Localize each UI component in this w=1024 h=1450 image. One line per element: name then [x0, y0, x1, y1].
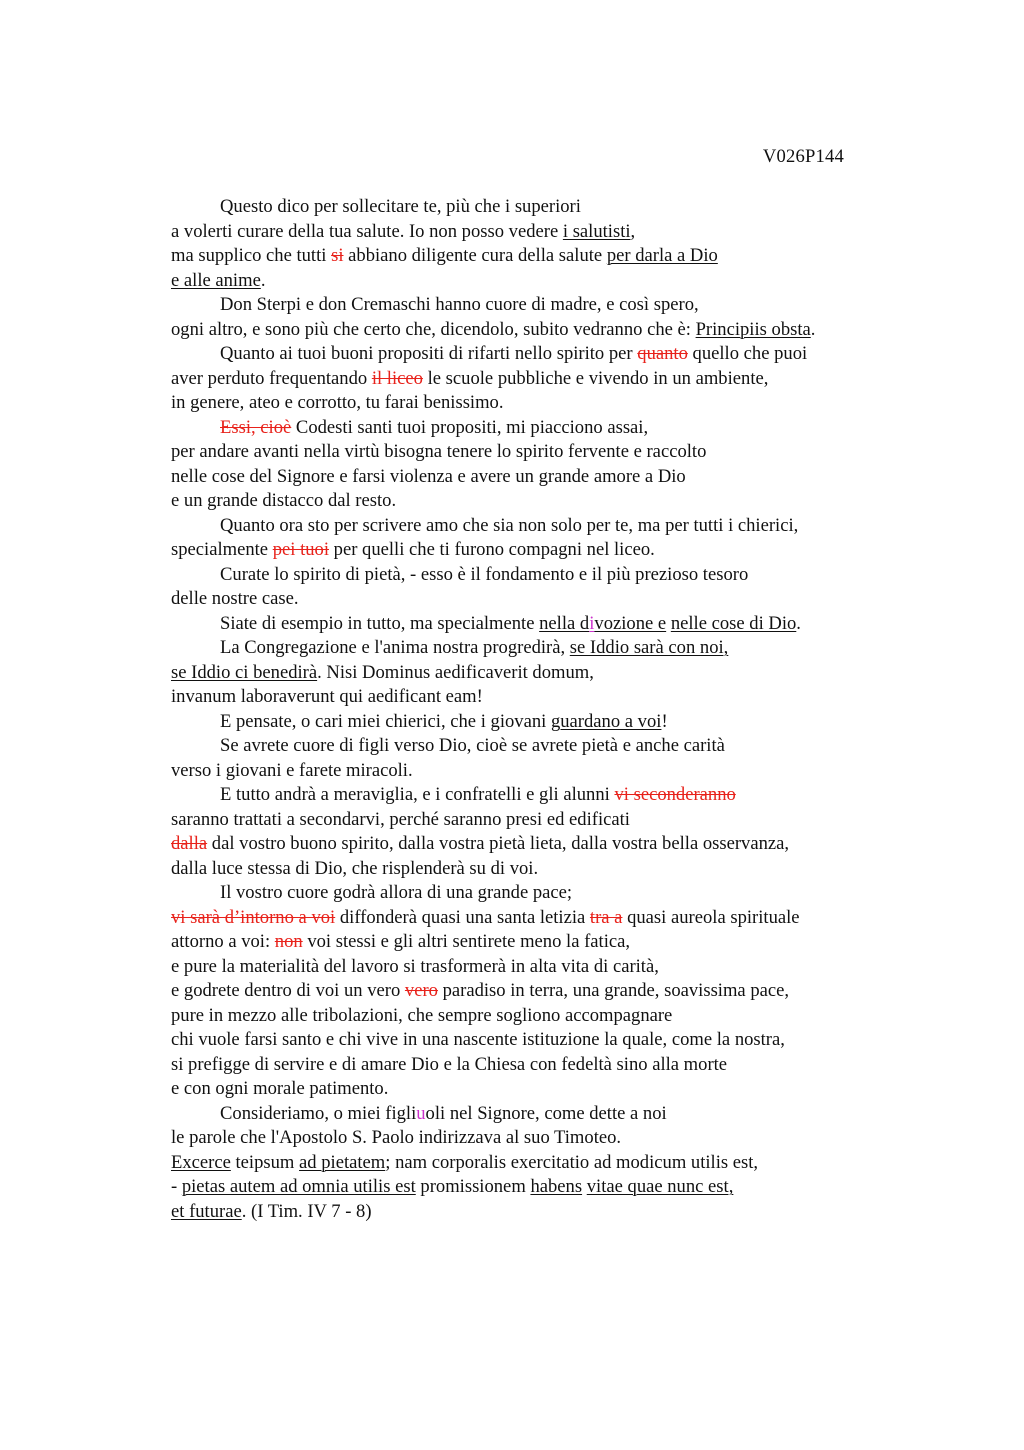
text-segment: Siate di esempio in tutto, ma specialmente: [220, 612, 540, 634]
text-line: [171, 489, 891, 514]
text-line: [171, 269, 891, 294]
text-line: [171, 685, 891, 710]
document-body: [171, 195, 891, 1224]
text-segment: dal vostro buono spirito, dalla vostra pietà lieta, dalla vostra bella osservanza,: [207, 833, 790, 854]
deleted-text: vi sarà d’intorno a voi: [171, 906, 336, 928]
text-segment: dalla luce stessa di Dio, che risplenderà su di voi.: [171, 857, 539, 879]
text-segment: le parole che l'Apostolo S. Paolo indirizzava al suo Timoteo.: [171, 1127, 622, 1148]
text-line: [171, 857, 891, 882]
text-segment: chi vuole farsi santo e chi vive in una nascente istituzione la quale, come la nostra,: [171, 1029, 785, 1050]
text-segment: saranno trattati a secondarvi, perché saranno presi ed edificati: [171, 808, 630, 830]
text-line: [171, 1200, 891, 1225]
text-segment: quasi aureola spirituale: [622, 906, 800, 928]
underlined-text: guardano a voi: [550, 710, 662, 732]
text-line: [171, 661, 891, 686]
underlined-text: Principiis obsta: [695, 318, 811, 340]
text-segment: promissionem: [415, 1176, 531, 1197]
underlined-text: et futurae: [171, 1200, 242, 1222]
text-segment: delle nostre case.: [171, 588, 299, 609]
text-line: [171, 832, 891, 857]
text-segment: Consideriamo, o miei figli: [220, 1102, 417, 1124]
text-segment: verso i giovani e farete miracoli.: [171, 759, 413, 781]
deleted-text: tra a: [589, 906, 623, 928]
text-segment: ogni altro, e sono più che certo che, dicendolo, subito vedranno che è:: [171, 318, 696, 340]
text-segment: .: [810, 318, 816, 340]
text-line: [171, 930, 891, 955]
underlined-text: se Iddio sarà con noi,: [569, 637, 729, 658]
deleted-text: Essi, cioè: [220, 416, 292, 438]
deleted-text: pei tuoi: [272, 539, 329, 560]
text-segment: diffonderà quasi una santa letizia: [335, 906, 590, 928]
text-segment: attorno a voi:: [171, 931, 275, 952]
underlined-text: habens: [530, 1176, 583, 1197]
text-line: [171, 1126, 891, 1151]
text-segment: E tutto andrà a meraviglia, e i confratelli e gli alunni: [220, 784, 615, 805]
text-segment: pure in mezzo alle tribolazioni, che sempre sogliono accompagnare: [171, 1004, 673, 1026]
text-line: [171, 587, 891, 612]
underlined-text: per darla a Dio: [606, 245, 718, 266]
text-line: [171, 710, 891, 735]
underlined-text: nelle cose di Dio: [670, 612, 797, 634]
text-segment: aver perduto frequentando: [171, 367, 372, 389]
text-line: [171, 1151, 891, 1176]
text-segment: Codesti santi tuoi propositi, mi piacciono assai,: [291, 416, 649, 438]
text-segment: a volerti curare della tua salute. Io non posso vedere: [171, 220, 563, 242]
text-line: [171, 1053, 891, 1078]
deleted-text: dalla: [171, 833, 208, 854]
text-line: [171, 1077, 891, 1102]
text-segment: Quanto ai tuoi buoni propositi di rifarti nello spirito per: [220, 343, 638, 364]
text-segment: Curate lo spirito di pietà, - esso è il fondamento e il più prezioso tesoro: [220, 563, 749, 585]
underlined-text: se Iddio ci benedirà: [171, 661, 318, 683]
underlined-text: Excerce: [171, 1151, 231, 1173]
text-segment: ,: [630, 220, 636, 242]
text-segment: le scuole pubbliche e vivendo in un ambiente,: [422, 367, 769, 389]
inserted-text: i: [589, 612, 595, 634]
text-line: [171, 1028, 891, 1053]
underlined-text: i salutisti: [562, 220, 631, 242]
text-line: [171, 244, 891, 269]
text-segment: per quelli che ti furono compagni nel liceo.: [329, 539, 655, 560]
underlined-text: vitae quae nunc est,: [586, 1176, 734, 1197]
text-segment: si prefigge di servire e di amare Dio e la Chiesa con fedeltà sino alla morte: [171, 1053, 728, 1075]
text-line: [171, 881, 891, 906]
inserted-text: u: [416, 1102, 426, 1124]
text-line: [171, 979, 891, 1004]
text-line: [171, 440, 891, 465]
text-segment: .: [260, 269, 266, 291]
text-line: [171, 563, 891, 588]
text-line: [171, 808, 891, 833]
text-line: [171, 195, 891, 220]
text-line: [171, 367, 891, 392]
deleted-text: vero: [404, 980, 438, 1001]
text-segment: teipsum: [230, 1151, 300, 1173]
text-segment: e pure la materialità del lavoro si trasformerà in alta vita di carità,: [171, 955, 659, 977]
deleted-text: quanto: [637, 343, 688, 364]
text-segment: oli nel Signore, come dette a noi: [425, 1102, 667, 1124]
text-segment: invanum laboraverunt qui aedificant eam!: [171, 686, 483, 707]
text-line: [171, 416, 891, 441]
text-segment: specialmente: [171, 539, 273, 560]
deleted-text: vi seconderanno: [614, 784, 736, 805]
underlined-text: e alle anime: [171, 269, 261, 291]
text-line: [171, 955, 891, 980]
text-line: [171, 636, 891, 661]
text-line: [171, 783, 891, 808]
text-line: [171, 342, 891, 367]
text-line: [171, 1175, 891, 1200]
deleted-text: non: [274, 931, 303, 952]
underlined-text: vozione e: [594, 612, 667, 634]
text-segment: E pensate, o cari miei chierici, che i giovani: [220, 710, 551, 732]
text-segment: . (I Tim. IV 7 - 8): [241, 1200, 372, 1222]
text-segment: Il vostro cuore godrà allora di una grande pace;: [220, 882, 573, 903]
page-identifier: V026P144: [762, 146, 844, 167]
text-segment: La Congregazione e l'anima nostra progredirà,: [220, 637, 570, 658]
text-line: [171, 318, 891, 343]
text-segment: ; nam corporalis exercitatio ad modicum utilis est,: [385, 1151, 759, 1173]
text-line: [171, 612, 891, 637]
text-segment: abbiano diligente cura della salute: [343, 245, 607, 266]
text-line: [171, 538, 891, 563]
text-segment: ma supplico che tutti: [171, 245, 332, 266]
text-line: [171, 391, 891, 416]
text-segment: .: [796, 612, 801, 634]
text-line: [171, 734, 891, 759]
text-segment: per andare avanti nella virtù bisogna tenere lo spirito fervente e raccolto: [171, 441, 707, 462]
text-segment: e con ogni morale patimento.: [171, 1078, 389, 1099]
text-line: [171, 759, 891, 784]
text-segment: Don Sterpi e don Cremaschi hanno cuore di madre, e così spero,: [220, 294, 699, 315]
text-segment: Se avrete cuore di figli verso Dio, cioè se avrete pietà e anche carità: [220, 735, 725, 756]
deleted-text: si: [331, 245, 344, 266]
text-line: [171, 1004, 891, 1029]
text-line: [171, 293, 891, 318]
deleted-text: il liceo: [371, 367, 423, 389]
text-line: [171, 1102, 891, 1127]
text-segment: -: [171, 1176, 182, 1197]
underlined-text: pietas autem ad omnia utilis est: [181, 1176, 416, 1197]
text-segment: e un grande distacco dal resto.: [171, 490, 397, 511]
text-segment: paradiso in terra, una grande, soavissima pace,: [437, 980, 790, 1001]
underlined-text: nella d: [539, 612, 590, 634]
text-segment: . Nisi Dominus aedificaverit domum,: [317, 661, 594, 683]
text-segment: !: [661, 710, 668, 732]
text-segment: e godrete dentro di voi un vero: [171, 980, 405, 1001]
text-line: [171, 514, 891, 539]
text-line: [171, 465, 891, 490]
text-segment: in genere, ateo e corrotto, tu farai benissimo.: [171, 392, 504, 413]
text-line: [171, 220, 891, 245]
text-segment: Questo dico per sollecitare te, più che i superiori: [220, 196, 581, 217]
text-segment: nelle cose del Signore e farsi violenza e avere un grande amore a Dio: [171, 465, 686, 487]
text-segment: voi stessi e gli altri sentirete meno la fatica,: [302, 931, 631, 952]
underlined-text: ad pietatem: [299, 1151, 386, 1173]
text-line: [171, 906, 891, 931]
text-segment: Quanto ora sto per scrivere amo che sia non solo per te, ma per tutti i chierici,: [220, 514, 799, 536]
text-segment: quello che puoi: [687, 343, 808, 364]
